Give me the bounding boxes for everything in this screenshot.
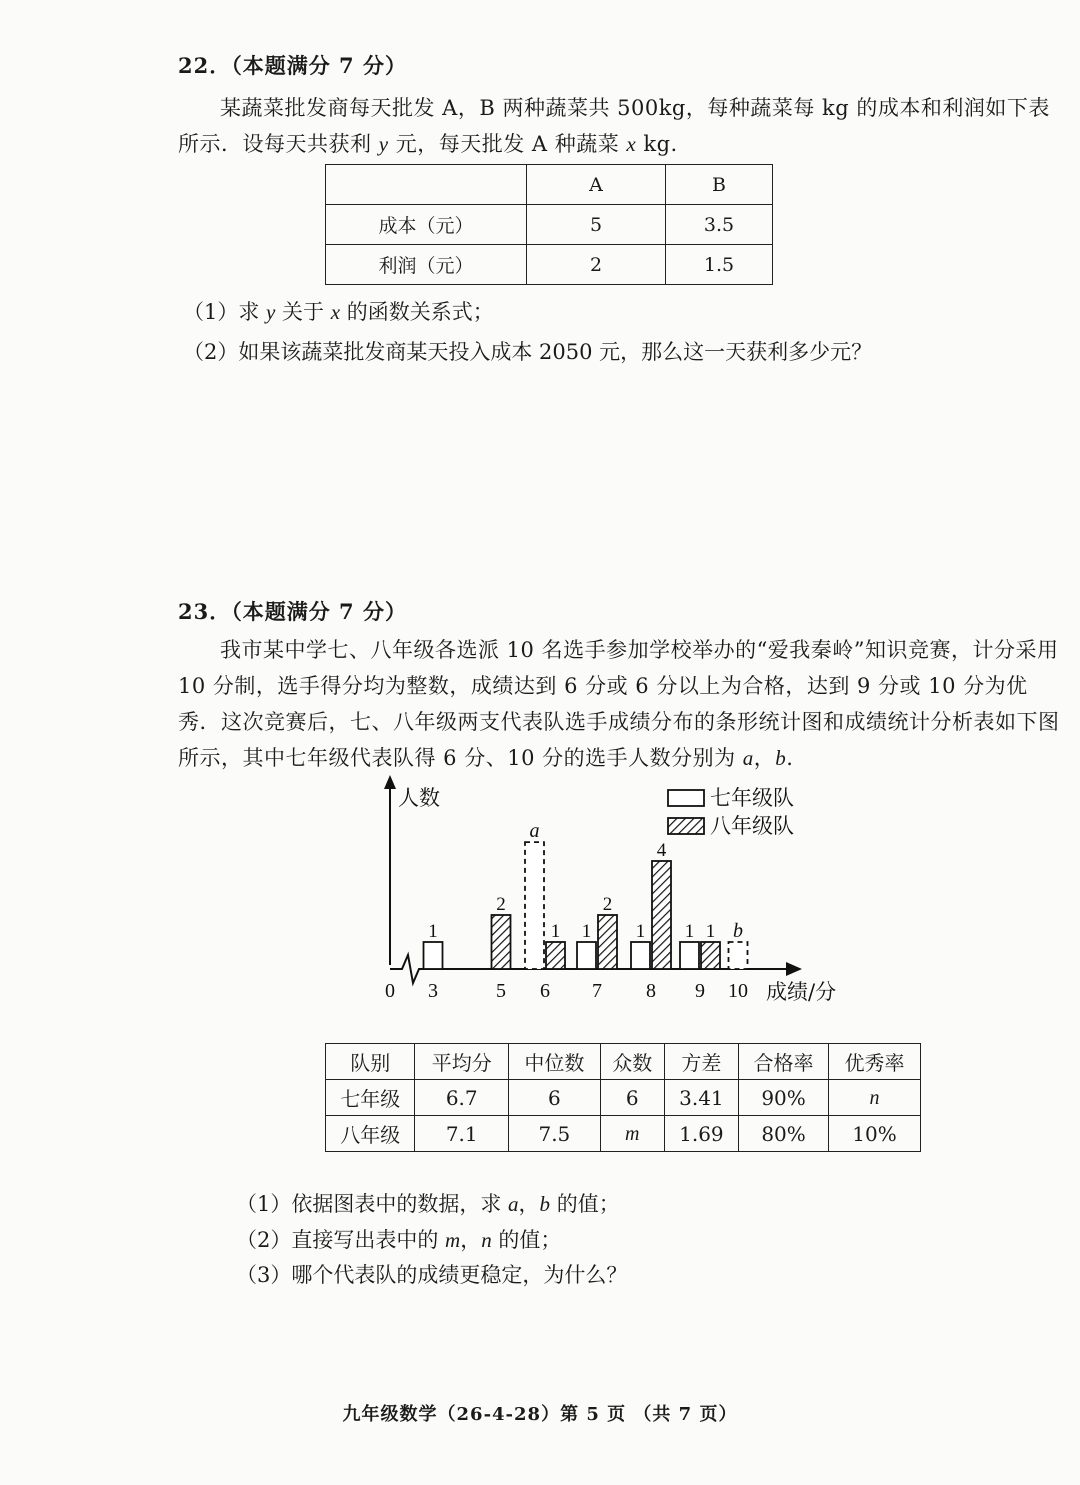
q22-header: 22．（本题满分 7 分） (178, 53, 407, 78)
legend-label-grade7: 七年级队 (710, 786, 794, 810)
stats-cell: 6 (600, 1080, 664, 1116)
bar-value-label: b (733, 920, 743, 942)
q23-sub2: （2）直接写出表中的 m，n 的值； (236, 1228, 562, 1252)
x-tick-label: 8 (646, 980, 656, 1002)
bar-grade7-10 (729, 942, 748, 969)
stats-cell: 6 (509, 1080, 601, 1116)
bar-grade8-5 (492, 915, 511, 969)
q22-intro: 某蔬菜批发商每天批发 A，B 两种蔬菜共 500kg，每种蔬菜每 kg 的成本和利润如下表所示．设每天共获利 y 元，每天批发 A 种蔬菜 x kg. (178, 96, 1050, 156)
stats-header-cell: 优秀率 (829, 1044, 921, 1080)
stats-cell: 10% (829, 1116, 921, 1152)
q22-profit-label: 利润（元） (326, 245, 527, 285)
stats-cell: 1.69 (664, 1116, 738, 1152)
stats-cell: 七年级 (326, 1080, 415, 1116)
bar-value-label: 1 (635, 921, 646, 942)
bar-grade8-9 (701, 942, 720, 969)
stats-cell: 7.1 (415, 1116, 509, 1152)
x-tick-label: 5 (496, 980, 506, 1002)
bar-grade7-6 (525, 842, 544, 969)
x-axis-label: 成绩/分 (766, 980, 837, 1004)
bar-grade8-6 (546, 942, 565, 969)
bar-value-label: 1 (550, 921, 561, 942)
q22-profit-a: 2 (527, 245, 666, 285)
legend-label-grade8: 八年级队 (710, 814, 794, 838)
stats-cell: 八年级 (326, 1116, 415, 1152)
stats-cell: 6.7 (415, 1080, 509, 1116)
q23-sub3: （3）哪个代表队的成绩更稳定，为什么？ (236, 1263, 628, 1287)
stats-header-cell: 众数 (600, 1044, 664, 1080)
q23-header: 23．（本题满分 7 分） (178, 599, 407, 624)
stats-cell: 90% (739, 1080, 829, 1116)
x-tick-label: 7 (592, 980, 602, 1002)
stats-cell: 7.5 (509, 1116, 601, 1152)
q22-table (325, 164, 773, 285)
stats-header-cell: 中位数 (509, 1044, 601, 1080)
bar-value-label: 1 (705, 921, 716, 942)
bar-grade7-9 (680, 942, 699, 969)
bar-value-label: 1 (428, 921, 438, 942)
legend-swatch-grade7 (668, 790, 704, 806)
q22-cost-b: 3.5 (666, 205, 773, 245)
bar-value-label: 2 (496, 894, 506, 915)
q22-cost-label: 成本（元） (326, 205, 527, 245)
stats-cell: n (829, 1080, 921, 1116)
q22-table-col-a: A (527, 165, 666, 205)
score-bar-chart (380, 775, 850, 1010)
q23-intro: 我市某中学七、八年级各选派 10 名选手参加学校举办的“爱我秦岭”知识竞赛，计分采用 10 分制，选手得分均为整数，成绩达到 6 分或 6 分以上为合格，达到 9 分或 10 分为优秀．这次竞赛后，七、八年级两支代表队选手成绩分布的条形统计图和成绩统计分析表如下图所示，其中七年级代表队得 6 分、10 分的选手人数分别为 a，b. (178, 638, 1060, 770)
stats-header-cell: 方差 (664, 1044, 738, 1080)
x-axis-arrow (786, 962, 802, 976)
legend-swatch-grade8 (668, 818, 704, 834)
bar-grade7-8 (631, 942, 650, 969)
bar-value-label: 1 (684, 921, 695, 942)
bar-grade8-7 (598, 915, 617, 969)
bar-grade8-8 (652, 861, 671, 969)
stats-header-cell: 队别 (326, 1044, 415, 1080)
stats-header-cell: 平均分 (415, 1044, 509, 1080)
x-tick-label: 10 (728, 980, 748, 1002)
page-footer: 九年级数学（26-4-28）第 5 页 （共 7 页） (342, 1404, 738, 1425)
stats-cell: 3.41 (664, 1080, 738, 1116)
bar-grade7-7 (577, 942, 596, 969)
x-tick-label: 9 (695, 980, 705, 1002)
bar-value-label: 4 (656, 840, 667, 861)
q22-sub2: （2）如果该蔬菜批发商某天投入成本 2050 元，那么这一天获利多少元？ (183, 340, 873, 364)
y-axis-arrow (384, 775, 396, 789)
y-axis-label: 人数 (398, 786, 440, 810)
stats-cell: 80% (739, 1116, 829, 1152)
q22-cost-a: 5 (527, 205, 666, 245)
q23-stats-table (325, 1043, 921, 1152)
q22-profit-b: 1.5 (666, 245, 773, 285)
stats-cell: m (600, 1116, 664, 1152)
bar-value-label: 1 (581, 921, 592, 942)
bar-value-label: 2 (602, 894, 613, 915)
stats-header-cell: 合格率 (739, 1044, 829, 1080)
origin-label: 0 (385, 980, 395, 1002)
x-tick-label: 3 (428, 980, 438, 1002)
q22-table-corner (326, 165, 527, 205)
q22-sub1: （1）求 y 关于 x 的函数关系式； (183, 300, 494, 324)
q22-table-col-b: B (666, 165, 773, 205)
bar-grade7-3 (424, 942, 443, 969)
x-tick-label: 6 (540, 980, 550, 1002)
bar-value-label: a (529, 820, 540, 843)
q23-sub1: （1）依据图表中的数据，求 a，b 的值； (236, 1192, 620, 1216)
